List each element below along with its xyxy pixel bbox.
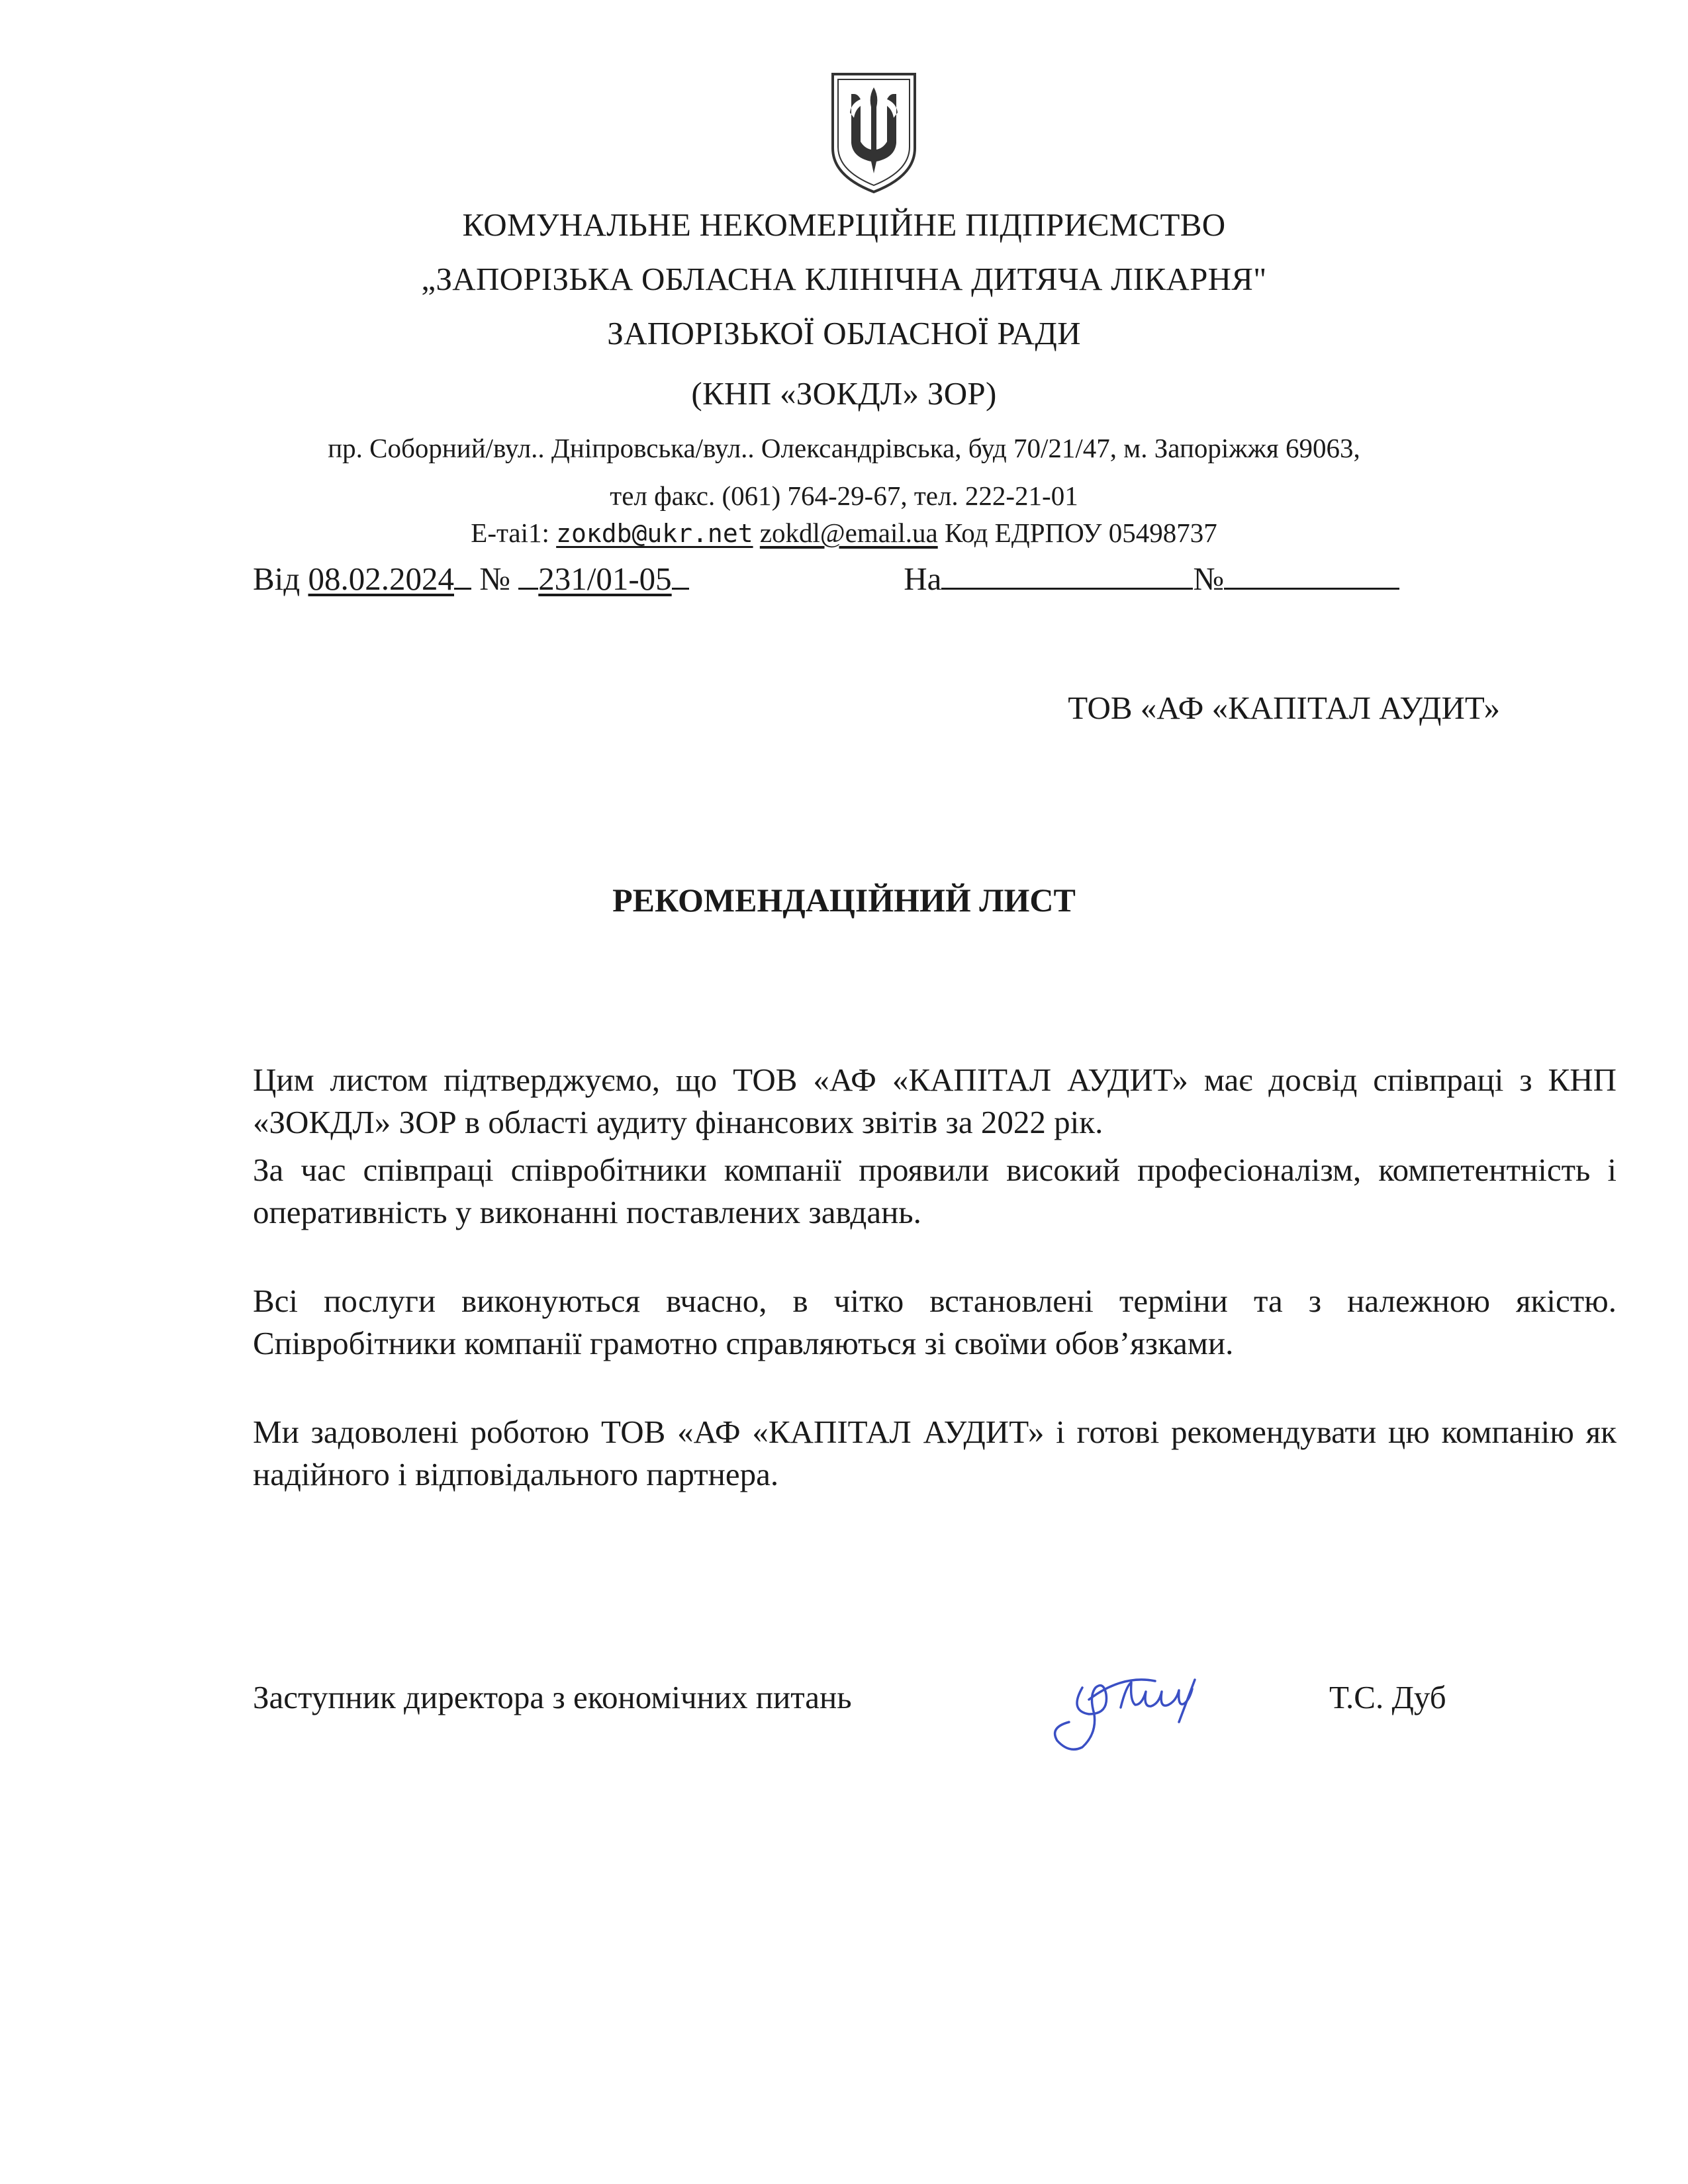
signatory-position: Заступник директора з економічних питань [253,1679,852,1715]
email-link-1[interactable]: zoкdb@ukr.net [556,519,753,548]
org-name-line-3: ЗАПОРІЗЬКОЇ ОБЛАСНОЇ РАДИ [607,315,1081,351]
edrpou-code: Код ЕДРПОУ 05498737 [944,518,1217,548]
reference-line [253,556,1484,602]
email-line [0,516,1688,550]
in-reply-number-label: № [1193,561,1225,597]
body-paragraph-1: Цим листом підтверджуємо, що ТОВ «АФ «КАПІТАЛ АУДИТ» має досвід співпраці з КНП «ЗОКДЛ» ЗОР в області аудиту фінансових звітів за 2022 рік. [253,1062,1617,1140]
org-name-line-2: „ЗАПОРІЗЬКА ОБЛАСНА КЛІНІЧНА ДИТЯЧА ЛІКАРНЯ" [421,261,1267,297]
body-paragraph-4: Ми задоволені роботою ТОВ «АФ «КАПІТАЛ АУДИТ» і готові рекомендувати цю компанію як надійного і відповідального партнера. [253,1414,1617,1492]
recipient: ТОВ «АФ «КАПІТАЛ АУДИТ» [1068,690,1500,726]
letter-date: 08.02.2024 [308,561,454,597]
org-short-name: (КНП «ЗОКДЛ» ЗОР) [691,375,997,412]
signatory-name: Т.С. Дуб [1329,1679,1446,1715]
handwritten-signature [1043,1648,1228,1760]
number-underline-left [518,559,538,590]
letter-number: 231/01-05 [538,561,672,597]
in-reply-label: На [904,561,942,597]
email-link-2[interactable]: zokdl@email.ua [759,518,938,548]
body-paragraph-3: Всі послуги виконуються вчасно, в чітко встановлені терміни та з належною якістю. Співробітники компанії грамотно справляються зі своїми обов’язками. [253,1283,1617,1361]
trident-coat-of-arms-icon [827,70,920,196]
address-line: пр. Соборний/вул.. Дніпровська/вул.. Олександрівська, буд 70/21/47, м. Запоріжжя 69063, [328,433,1360,463]
body-paragraph-2: За час співпраці співробітники компанії проявили високий професіоналізм, компетентність і оперативність у виконанні поставлених завдань. [253,1152,1617,1230]
number-underline-right [672,559,689,590]
number-label: № [479,561,510,597]
from-label: Від [253,561,301,597]
in-reply-number-blank [1224,559,1399,590]
date-underline [454,559,471,590]
org-name-line-1: КОМУНАЛЬНЕ НЕКОМЕРЦІЙНЕ ПІДПРИЄМСТВО [462,206,1226,243]
phones-line: тел факс. (061) 764-29-67, тел. 222-21-01 [610,480,1078,511]
in-reply-date-blank [941,559,1193,590]
document-title: РЕКОМЕНДАЦІЙНИЙ ЛИСТ [612,882,1076,919]
email-label: E-таі1: [471,518,549,548]
